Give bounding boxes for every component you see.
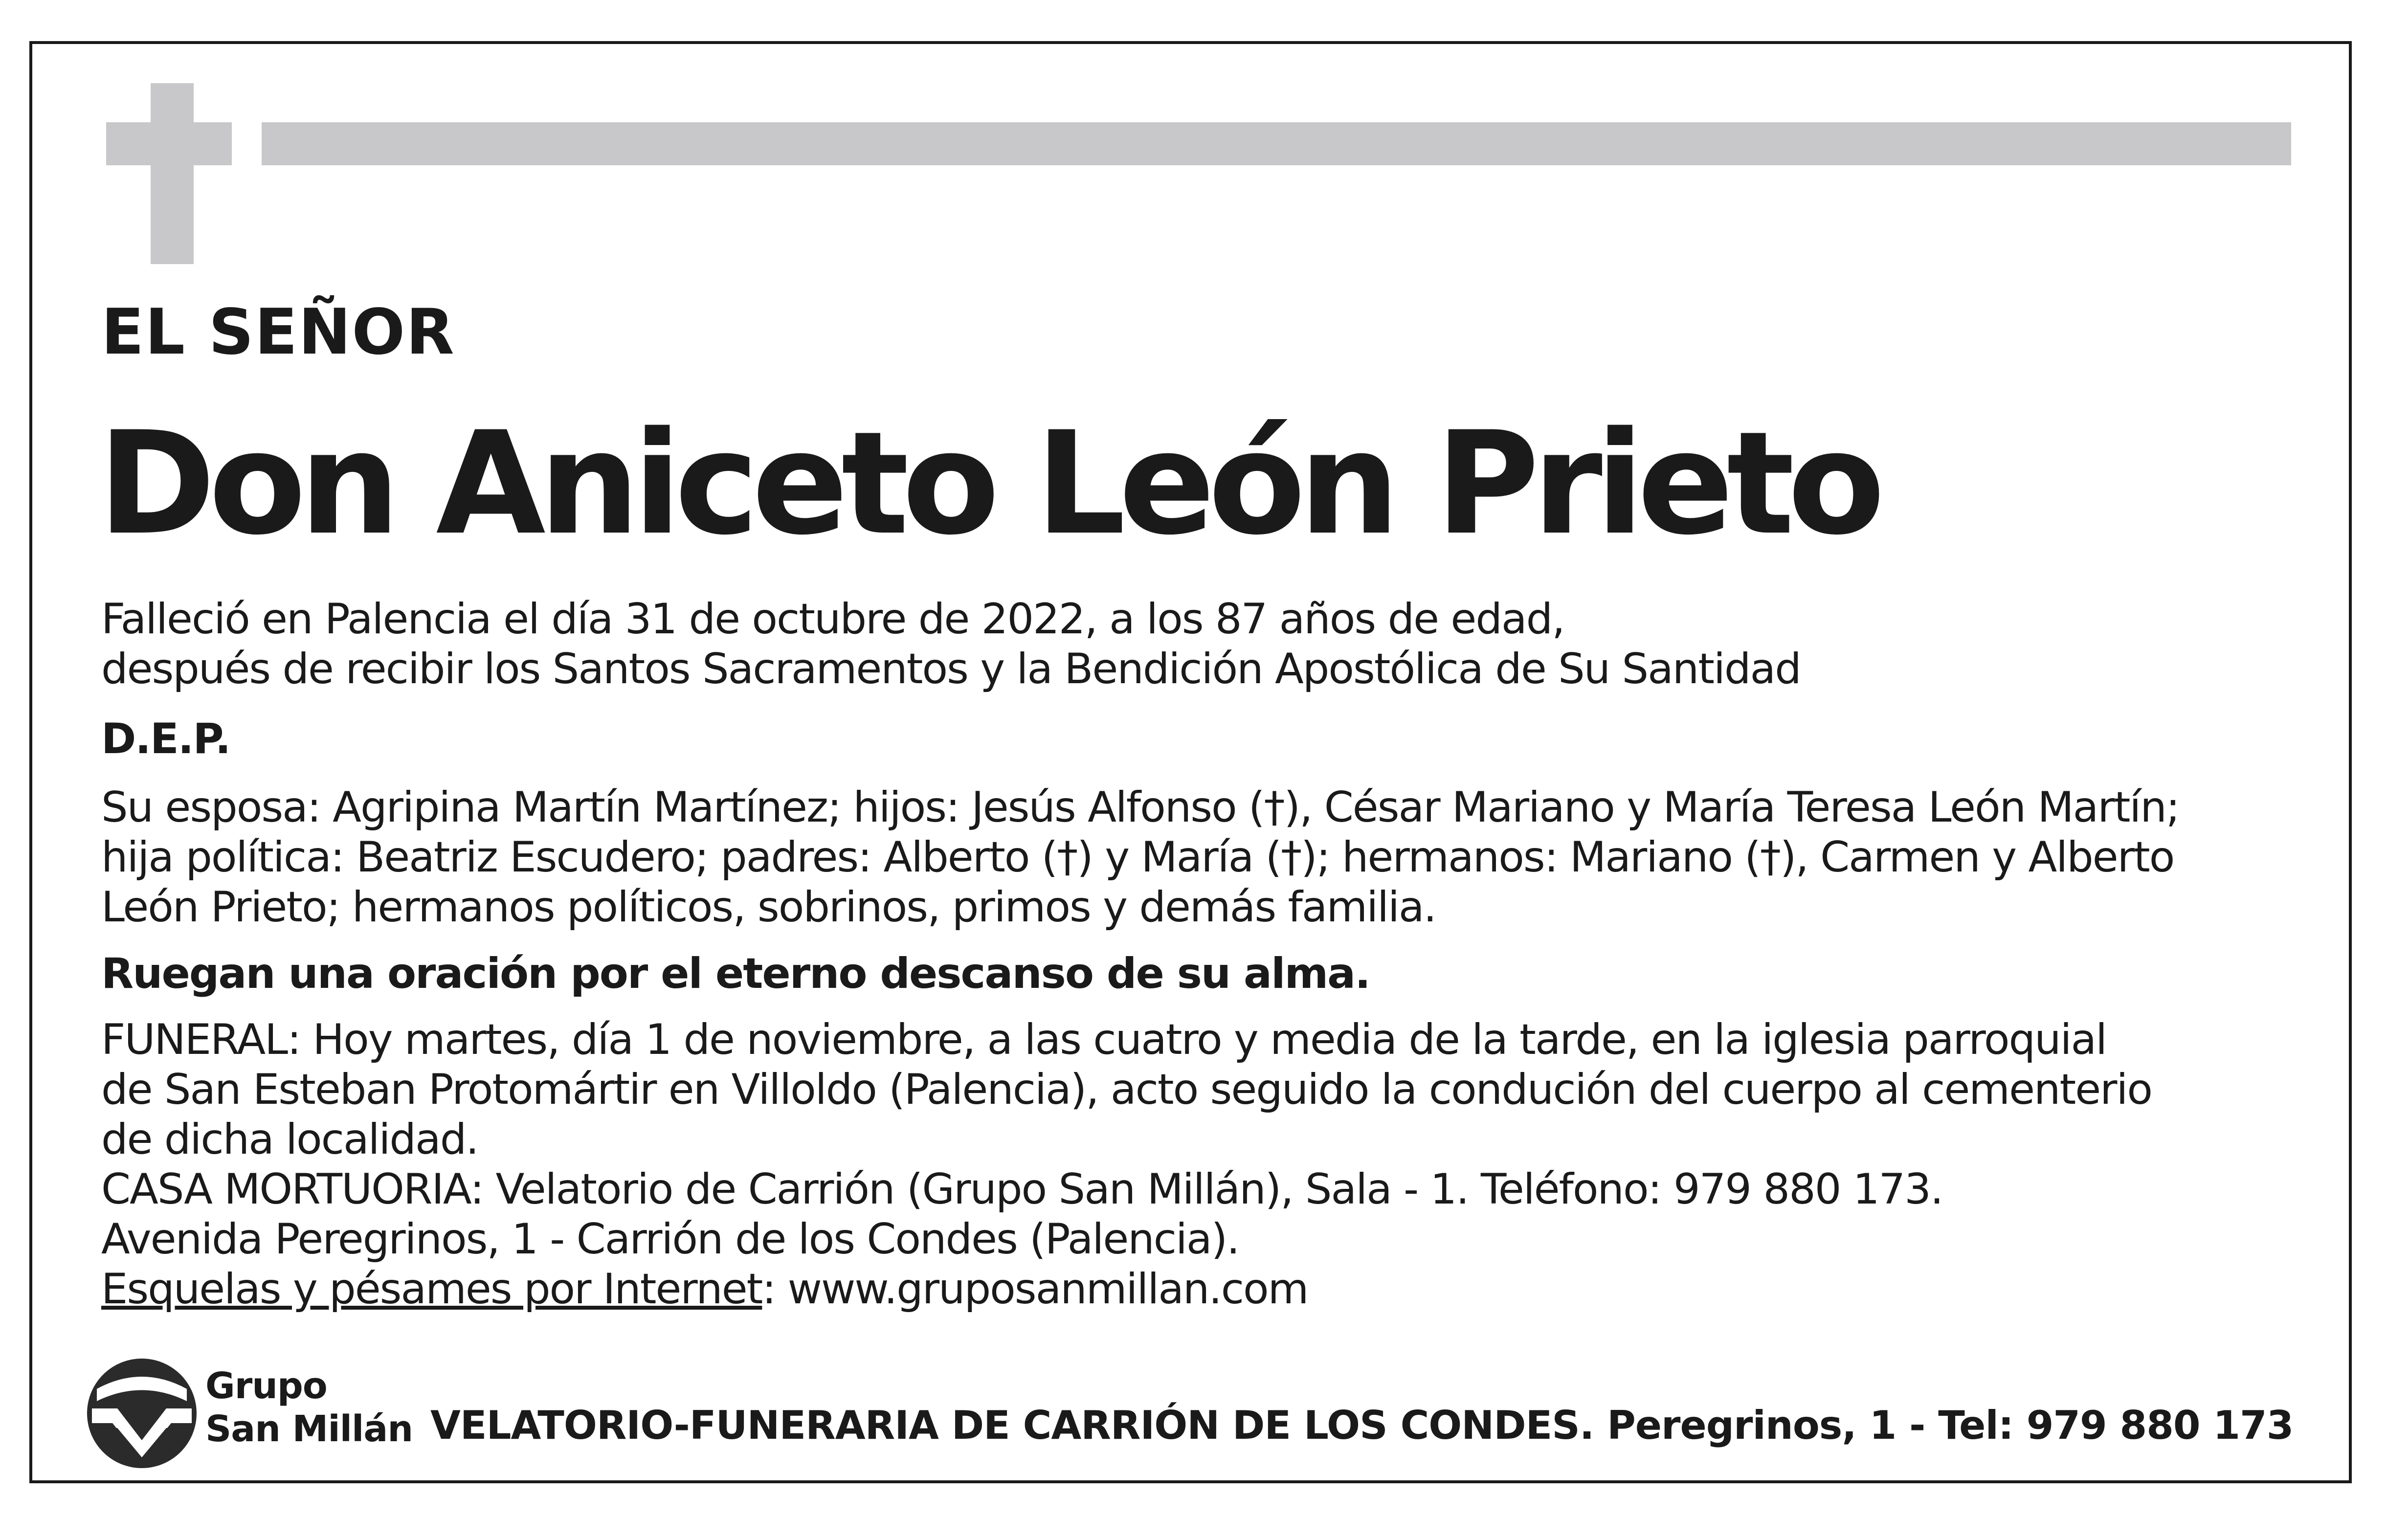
cross-icon-horizontal xyxy=(106,122,232,165)
internet-line xyxy=(101,1264,2152,1314)
funeral-home-footer: VELATORIO-FUNERARIA DE CARRIÓN DE LOS CONDES. Peregrinos, 1 - Tel: 979 880 173 xyxy=(430,1403,2294,1448)
family-line-3: León Prieto; hermanos políticos, sobrinos, primos y demás familia. xyxy=(101,883,1436,932)
dep-label: D.E.P. xyxy=(101,714,230,763)
cross-icon-vertical xyxy=(151,83,194,264)
death-notice xyxy=(101,594,1801,694)
header-bar xyxy=(262,122,2291,165)
grupo-san-millan-logo-icon xyxy=(83,1355,201,1472)
logo-wordmark xyxy=(205,1364,413,1451)
death-line-2: después de recibir los Santos Sacramentos y la Bendición Apostólica de Su Santidad xyxy=(101,645,1801,693)
funeral-line-1: FUNERAL: Hoy martes, día 1 de noviembre, a las cuatro y media de la tarde, en la iglesia parroquial xyxy=(101,1015,2107,1064)
intro-title: EL SEÑOR xyxy=(101,296,455,369)
funeral-line-4: CASA MORTUORIA: Velatorio de Carrión (Grupo San Millán), Sala - 1. Teléfono: 979 880 173. xyxy=(101,1165,1943,1214)
family-line-2: hija política: Beatriz Escudero; padres: Alberto (†) y María (†); hermanos: Mariano (†), Carmen y Alberto xyxy=(101,833,2174,882)
prayer-line: Ruegan una oración por el eterno descanso de su alma. xyxy=(101,949,1370,998)
funeral-line-2: de San Esteban Protomártir en Villoldo (Palencia), acto seguido la condución del cuerpo al cementerio xyxy=(101,1065,2152,1114)
family-list xyxy=(101,782,2179,932)
deceased-name: Don Aniceto León Prieto xyxy=(98,402,1878,566)
family-line-1: Su esposa: Agripina Martín Martínez; hijos: Jesús Alfonso (†), César Mariano y María Teresa León Martín; xyxy=(101,783,2179,832)
internet-url[interactable]: www.gruposanmillan.com xyxy=(787,1265,1308,1314)
funeral-details xyxy=(101,1015,2152,1314)
logo-line-2: San Millán xyxy=(205,1408,413,1450)
funeral-line-5: Avenida Peregrinos, 1 - Carrión de los Condes (Palencia). xyxy=(101,1215,1239,1264)
death-line-1: Falleció en Palencia el día 31 de octubre de 2022, a los 87 años de edad, xyxy=(101,595,1564,644)
logo-line-1: Grupo xyxy=(205,1365,327,1407)
internet-separator: : xyxy=(762,1265,788,1314)
internet-label: Esquelas y pésames por Internet xyxy=(101,1265,762,1314)
funeral-line-3: de dicha localidad. xyxy=(101,1115,478,1164)
